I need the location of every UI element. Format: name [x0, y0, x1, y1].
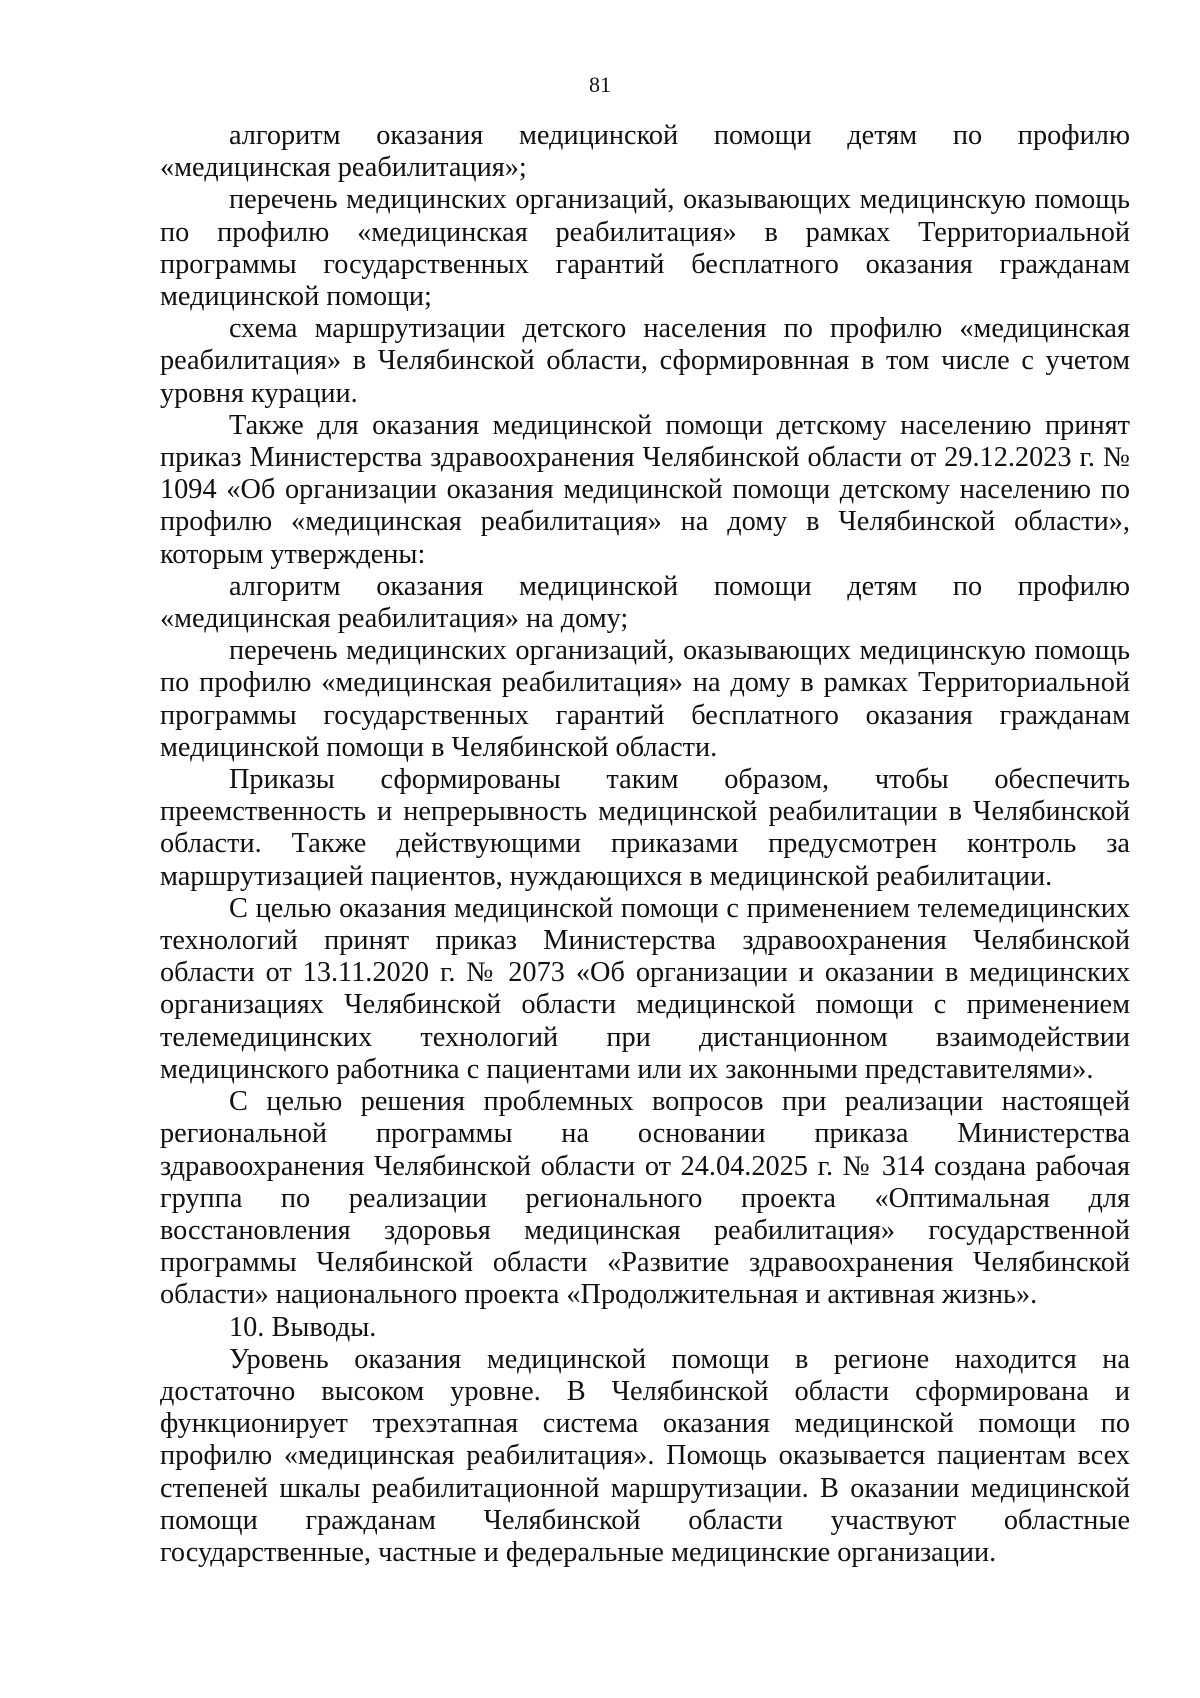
document-body — [160, 120, 1130, 1569]
page-number: 81 — [589, 72, 611, 97]
paragraph-algorithm-home: алгоритм оказания медицинской помощи детям по профилю «медицинская реабилитация» на дому; — [160, 570, 1130, 635]
paragraph-telemedicine-order: С целью оказания медицинской помощи с применением телемедицинских технологий принят приказ Министерства здравоохранения Челябинской области от 13.11.2020 г. № 2073 «Об организации и оказании в медицинских организациях Челябинской области медицинской помощи с применением телемедицинских технологий при дистанционном взаимодействии медицинского работника с пациентами или их законными представителями». — [160, 892, 1130, 1085]
paragraph-routing-scheme: схема маршрутизации детского населения по профилю «медицинская реабилитация» в Челябинской области, сформировнная в том числе с учетом уровня курации. — [160, 313, 1130, 409]
paragraph-organizations-list: перечень медицинских организаций, оказывающих медицинскую помощь по профилю «медицинская реабилитация» в рамках Территориальной программы государственных гарантий бесплатного оказания гражданам медицинской помощи; — [160, 184, 1130, 313]
paragraph-order-1094: Также для оказания медицинской помощи детскому населению принят приказ Министерства здравоохранения Челябинской области от 29.12.2023 г. № 1094 «Об организации оказания медицинской помощи детскому населению по профилю «медицинская реабилитация» на дому в Челябинской области», которым утверждены: — [160, 409, 1130, 570]
paragraph-conclusions: Уровень оказания медицинской помощи в регионе находится на достаточно высоком уровне. В Челябинской области сформирована и функционирует трехэтапная система оказания медицинской помощи по профилю «медицинская реабилитация». Помощь оказывается пациентам всех степеней шкалы реабилитационной маршрутизации. В оказании медицинской помощи гражданам Челябинской области участвуют областные государственные, частные и федеральные медицинские организации. — [160, 1343, 1130, 1568]
paragraph-organizations-home: перечень медицинских организаций, оказывающих медицинскую помощь по профилю «медицинская реабилитация» на дому в рамках Территориальной программы государственных гарантий бесплатного оказания гражданам медицинской помощи в Челябинской области. — [160, 635, 1130, 763]
paragraph-algorithm-rehab: алгоритм оказания медицинской помощи детям по профилю «медицинская реабилитация»; — [160, 120, 1130, 184]
section-heading-conclusions: 10. Выводы. — [229, 1311, 377, 1343]
paragraph-working-group: С целью решения проблемных вопросов при реализации настоящей региональной программы на основании приказа Министерства здравоохранения Челябинской области от 24.04.2025 г. № 314 создана рабочая группа по реализации регионального проекта «Оптимальная для восстановления здоровья медицинская реабилитация» государственной программы Челябинской области «Развитие здравоохранения Челябинской области» национального проекта «Продолжительная и активная жизнь». — [160, 1086, 1130, 1311]
paragraph-orders-continuity: Приказы сформированы таким образом, чтобы обеспечить преемственность и непрерывность медицинской реабилитации в Челябинской области. Также действующими приказами предусмотрен контроль за маршрутизацией пациентов, нуждающихся в медицинской реабилитации. — [160, 764, 1130, 892]
